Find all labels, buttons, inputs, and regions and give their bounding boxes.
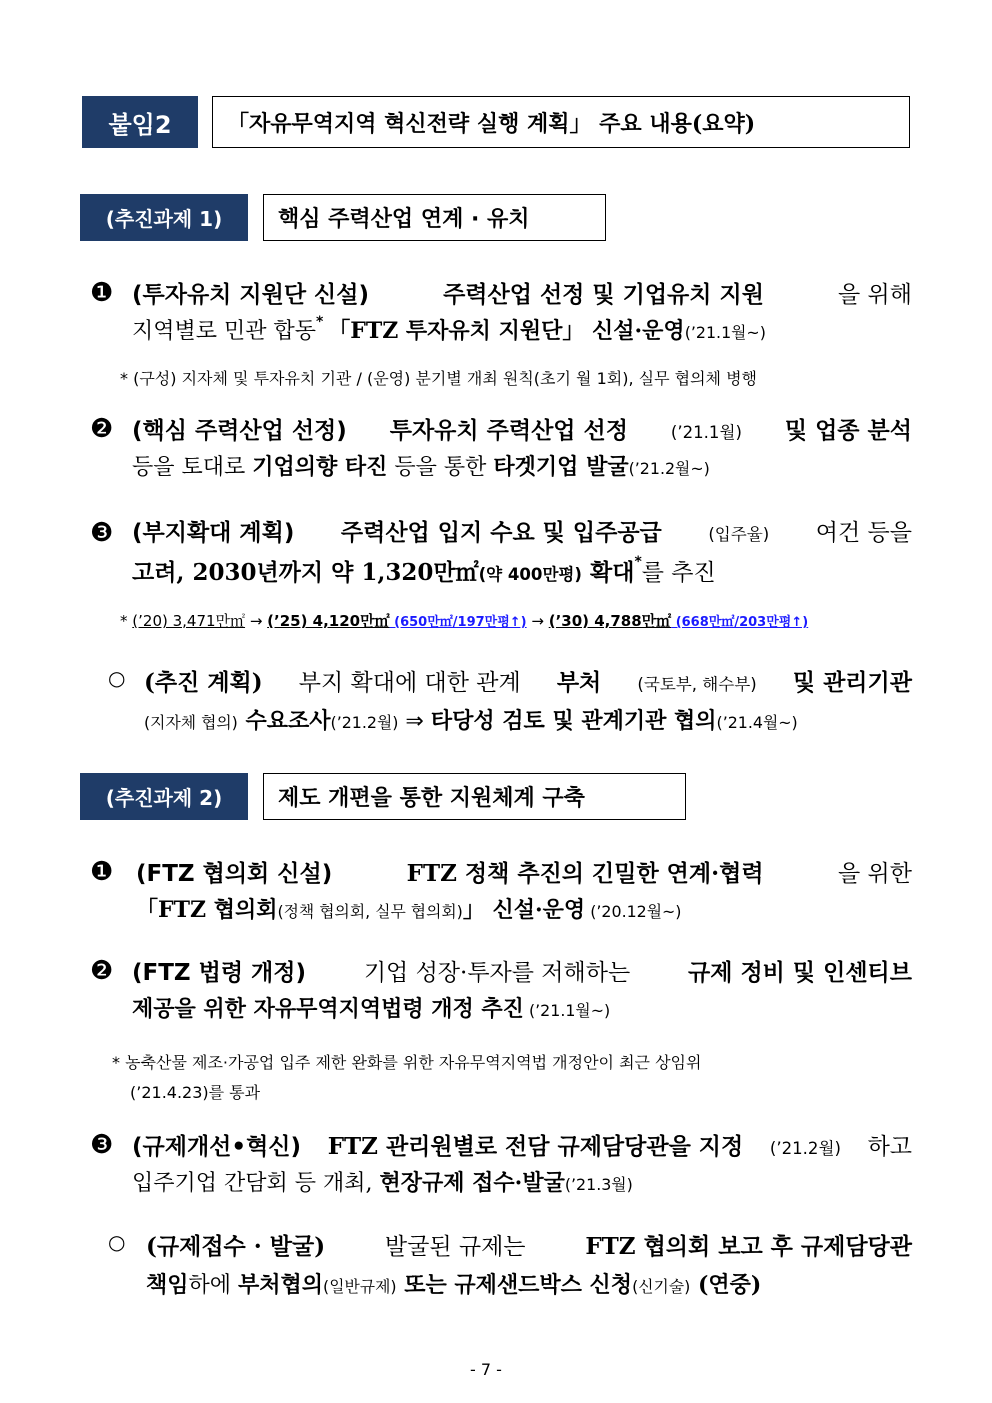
circle-marker: ○ (108, 1230, 126, 1254)
number-3-marker: ❸ (90, 1130, 114, 1160)
number-1-marker: ❶ (90, 857, 114, 887)
task2-item2-note-1: * 농축산물 제조·가공업 입주 제한 완화를 위한 자유무역지역법 개정안이 최근 상임위 (112, 1053, 702, 1072)
attachment-tag: 붙임2 (82, 96, 198, 148)
task2-item2-note-2: (’21.4.23)를 통과 (130, 1083, 261, 1102)
task1-item1-note: * (구성) 지자체 및 투자유치 기관 / (운영) 분기별 개최 원칙(초기 월 1회), 실무 협의체 병행 (120, 369, 757, 388)
number-2-marker: ❷ (90, 956, 114, 986)
task2-tag: (추진과제 2) (80, 773, 248, 820)
number-2-marker: ❷ (90, 414, 114, 444)
page-number: - 7 - (470, 1360, 502, 1379)
task1-tag: (추진과제 1) (80, 194, 248, 241)
attachment-title: 「자유무역지역 혁신전략 실행 계획」 주요 내용(요약) (212, 96, 910, 148)
task1-title: 핵심 주력산업 연계 · 유치 (263, 194, 606, 241)
task2-title: 제도 개편을 통한 지원체계 구축 (263, 773, 686, 820)
number-1-marker: ❶ (90, 278, 114, 308)
number-3-marker: ❸ (90, 518, 114, 548)
task1-item3-note: * (’20) 3,471만㎡ → (’25) 4,120만㎡ (650만㎡/197만평↑) → (’30) 4,788만㎡ (668만㎡/203만평↑) (120, 612, 809, 630)
circle-marker: ○ (108, 666, 126, 690)
